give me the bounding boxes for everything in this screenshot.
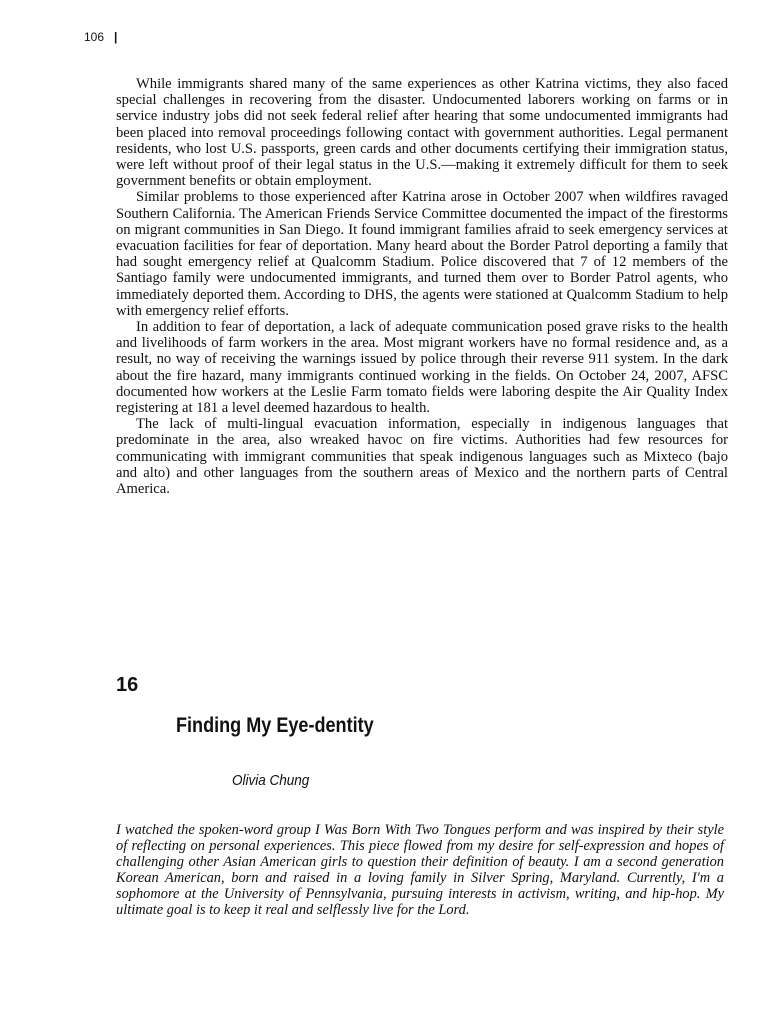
chapter-title: Finding My Eye-dentity (176, 714, 374, 737)
paragraph-communication: In addition to fear of deportation, a lack of adequate communication posed grave risks to the health and livelihoods of farm workers in the area. Most migrant workers have no formal residence and, as a result, no way of receiving the warnings issued by police through their reverse 911 system. In the dark about the fire hazard, many immigrants continued working in the fields. On October 24, 2007, AFSC documented how workers at the Leslie Farm tomato fields were laboring despite the Air Quality Index registering at 181 a level deemed hazardous to health. (116, 319, 728, 417)
paragraph-wildfires: Similar problems to those experienced after Katrina arose in October 2007 when wildfires ravaged Southern California. The American Friends Service Committee documented the impact of the firestorms on migrant communities in San Diego. It found immigrant families afraid to seek emergency services at evacuation facilities for fear of deportation. Many heard about the Border Patrol deporting a family that had sought emergency relief at Qualcomm Stadium. Police discovered that 7 of 12 members of the Santiago family were undocumented immigrants, and turned them over to Border Patrol agents, who immediately deported them. According to DHS, the agents were stationed at Qualcomm Stadium to help with emergency relief efforts. (116, 189, 728, 319)
page-number: 106 (84, 30, 105, 44)
author-bio: I watched the spoken-word group I Was Born With Two Tongues perform and was inspired by their style of reflecting on personal experiences. This piece flowed from my desire for self-expression and hopes of challenging other Asian American girls to question their definition of beauty. I am a second generation Korean American, born and raised in a loving family in Silver Spring, Maryland. Currently, I'm a sophomore at the University of Pennsylvania, pursuing interests in activism, writing, and hip-hop. My ultimate goal is to keep it real and selflessly live for the Lord. (116, 822, 724, 919)
paragraph-multilingual: The lack of multi-lingual evacuation information, especially in indigenous languages that predominate in the area, also wreaked havoc on fire victims. Authorities had few resources for communicating with immigrant communities that speak indigenous languages such as Mixteco (bajo and alto) and other languages from the southern areas of Mexico and the northern parts of Central America. (116, 416, 728, 498)
header-separator: | (114, 30, 118, 44)
chapter-number: 16 (116, 674, 139, 696)
paragraph-katrina: While immigrants shared many of the same experiences as other Katrina victims, they also faced special challenges in recovering from the disaster. Undocumented laborers working on farms or in service industry jobs did not seek federal relief after hearing that some undocumented immigrants had been placed into removal proceedings following contact with government authorities. Legal permanent residents, who lost U.S. passports, green cards and other documents certifying their immigration status, were left without proof of their legal status in the U.S.—making it extremely difficult for them to seek government benefits or obtain employment. (116, 76, 728, 190)
body-text (116, 76, 728, 497)
chapter-author: Olivia Chung (232, 772, 310, 789)
running-header (84, 30, 117, 44)
